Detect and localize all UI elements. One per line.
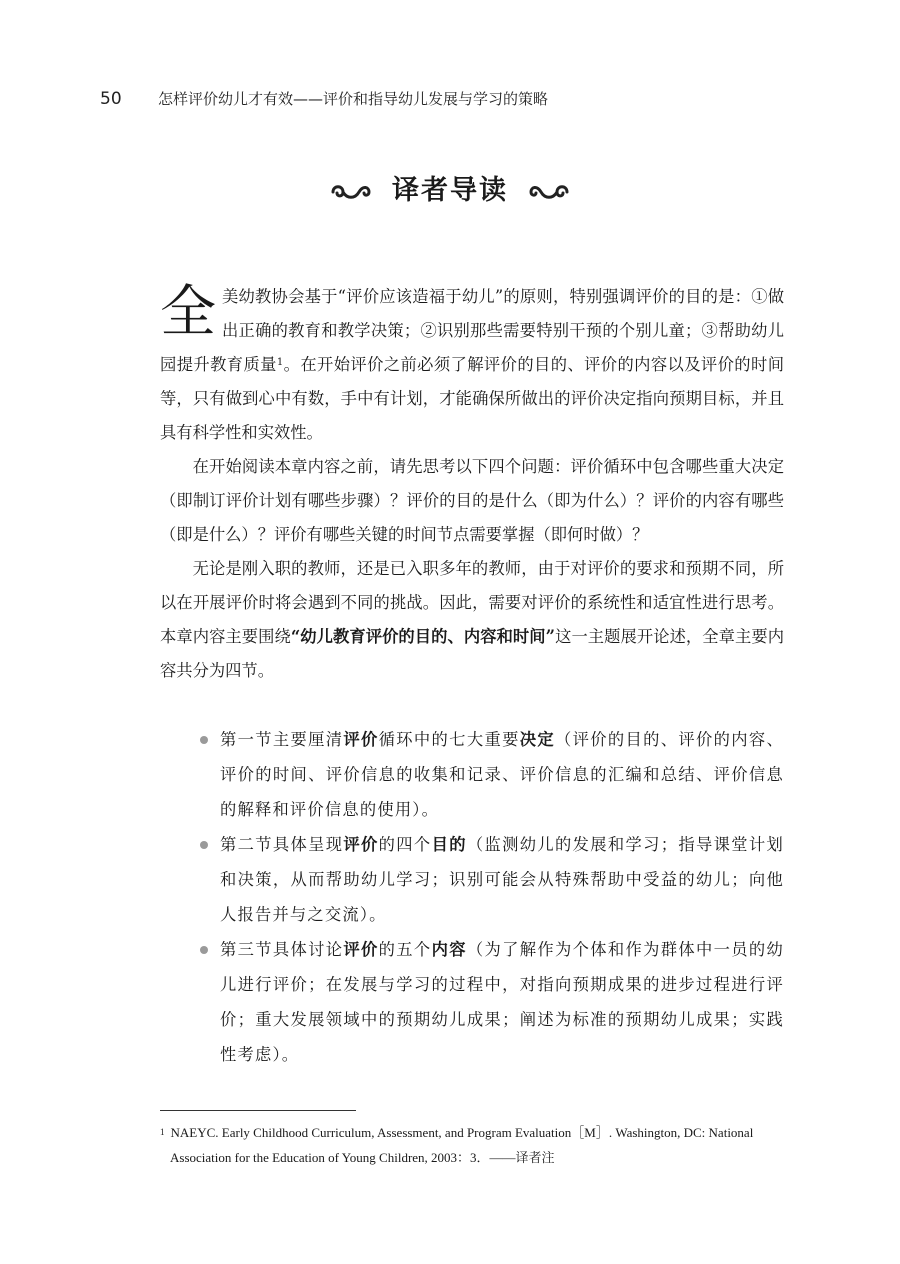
item-text: 循环中的七大重要: [378, 730, 520, 749]
running-head: [100, 88, 548, 109]
paragraph-1-text-cont: 。在开始评价之前必须了解评价的目的、评价的内容以及评价的时间等，只有做到心中有数，手中有计划，才能确保所做出的评价决定指向预期目标，并且具有科学性和实效性。: [160, 355, 784, 442]
item-text: 第三节具体讨论: [220, 940, 344, 959]
item-text: （为了解作为个体和作为群体中一员的幼儿进行评价；在发展与学习的过程中，对指向预期成果的进步过程进行评价；重大发展领域中的预期幼儿成果；阐述为标准的预期幼儿成果；实践性考虑）。: [220, 940, 784, 1064]
paragraph-1: [160, 280, 784, 450]
left-ornament-icon: [329, 181, 373, 203]
bullet-icon: [200, 841, 208, 849]
footnote-number: 1: [160, 1127, 165, 1137]
paragraph-3: [160, 552, 784, 688]
footnote-line-1: [160, 1120, 784, 1145]
item-text: 第一节主要厘清: [220, 730, 344, 749]
paragraph-1-text: 美幼教协会基于“评价应该造福于幼儿”的原则，特别强调评价的目的是：①做出正确的教育和教学决策；②识别那些需要特别干预的个别儿童；③帮助幼儿园提升教育质量: [160, 287, 784, 374]
section-list: [196, 722, 784, 1072]
bullet-icon: [200, 946, 208, 954]
right-ornament-icon: [527, 181, 571, 203]
paragraph-3-text-cont: 这一主题展开论述，全章主要内容共分为四节。: [160, 627, 784, 680]
item-text: 第二节具体呈现: [220, 835, 344, 854]
paragraph-2: 在开始阅读本章内容之前，请先思考以下四个问题：评价循环中包含哪些重大决定（即制订评价计划有哪些步骤）？评价的目的是什么（即为什么）？评价的内容有哪些（即是什么）？评价有哪些关键的时间节点需要掌握（即何时做）？: [160, 457, 784, 544]
paragraph-3-text: 无论是刚入职的教师，还是已入职多年的教师，由于对评价的要求和预期不同，所以在开展评价时将会遇到不同的挑战。因此，需要对评价的系统性和适宜性进行思考。本章内容主要围绕: [160, 559, 784, 646]
list-item: [196, 932, 784, 1072]
section-title-block: [0, 168, 900, 207]
item-text: 的四个: [378, 835, 432, 854]
item-keyword: 评价: [343, 835, 379, 854]
footnote: [160, 1120, 784, 1170]
item-keyword: 内容: [431, 940, 467, 959]
section-title: 译者导读: [392, 175, 508, 206]
list-item: [196, 722, 784, 827]
list-item: [196, 827, 784, 932]
intro-body: [160, 280, 784, 688]
item-text: （监测幼儿的发展和学习；指导课堂计划和决策，从而帮助幼儿学习；识别可能会从特殊帮助中受益的幼儿；向他人报告并与之交流）。: [220, 835, 784, 924]
drop-cap: 全: [160, 280, 216, 345]
paragraph-3-emphasis: “幼儿教育评价的目的、内容和时间”: [290, 627, 556, 646]
item-keyword: 评价: [343, 730, 379, 749]
bullet-icon: [200, 736, 208, 744]
footnote-text: NAEYC. Early Childhood Curriculum, Assessment, and Program Evaluation［M］. Washington, DC: National: [170, 1125, 754, 1140]
footnote-ref[interactable]: 1: [276, 357, 284, 368]
footnote-line-2: Association for the Education of Young Children, 2003：3．——译者注: [170, 1150, 555, 1165]
item-keyword: 评价: [343, 940, 379, 959]
book-title: 怎样评价幼儿才有效——评价和指导幼儿发展与学习的策略: [158, 90, 549, 108]
item-keyword: 决定: [519, 730, 555, 749]
item-text: （评价的目的、评价的内容、评价的时间、评价信息的收集和记录、评价信息的汇编和总结、评价信息的解释和评价信息的使用）。: [220, 730, 784, 819]
footnote-divider: [160, 1110, 356, 1111]
item-keyword: 目的: [431, 835, 467, 854]
item-text: 的五个: [378, 940, 432, 959]
page-number: 50: [100, 89, 122, 109]
